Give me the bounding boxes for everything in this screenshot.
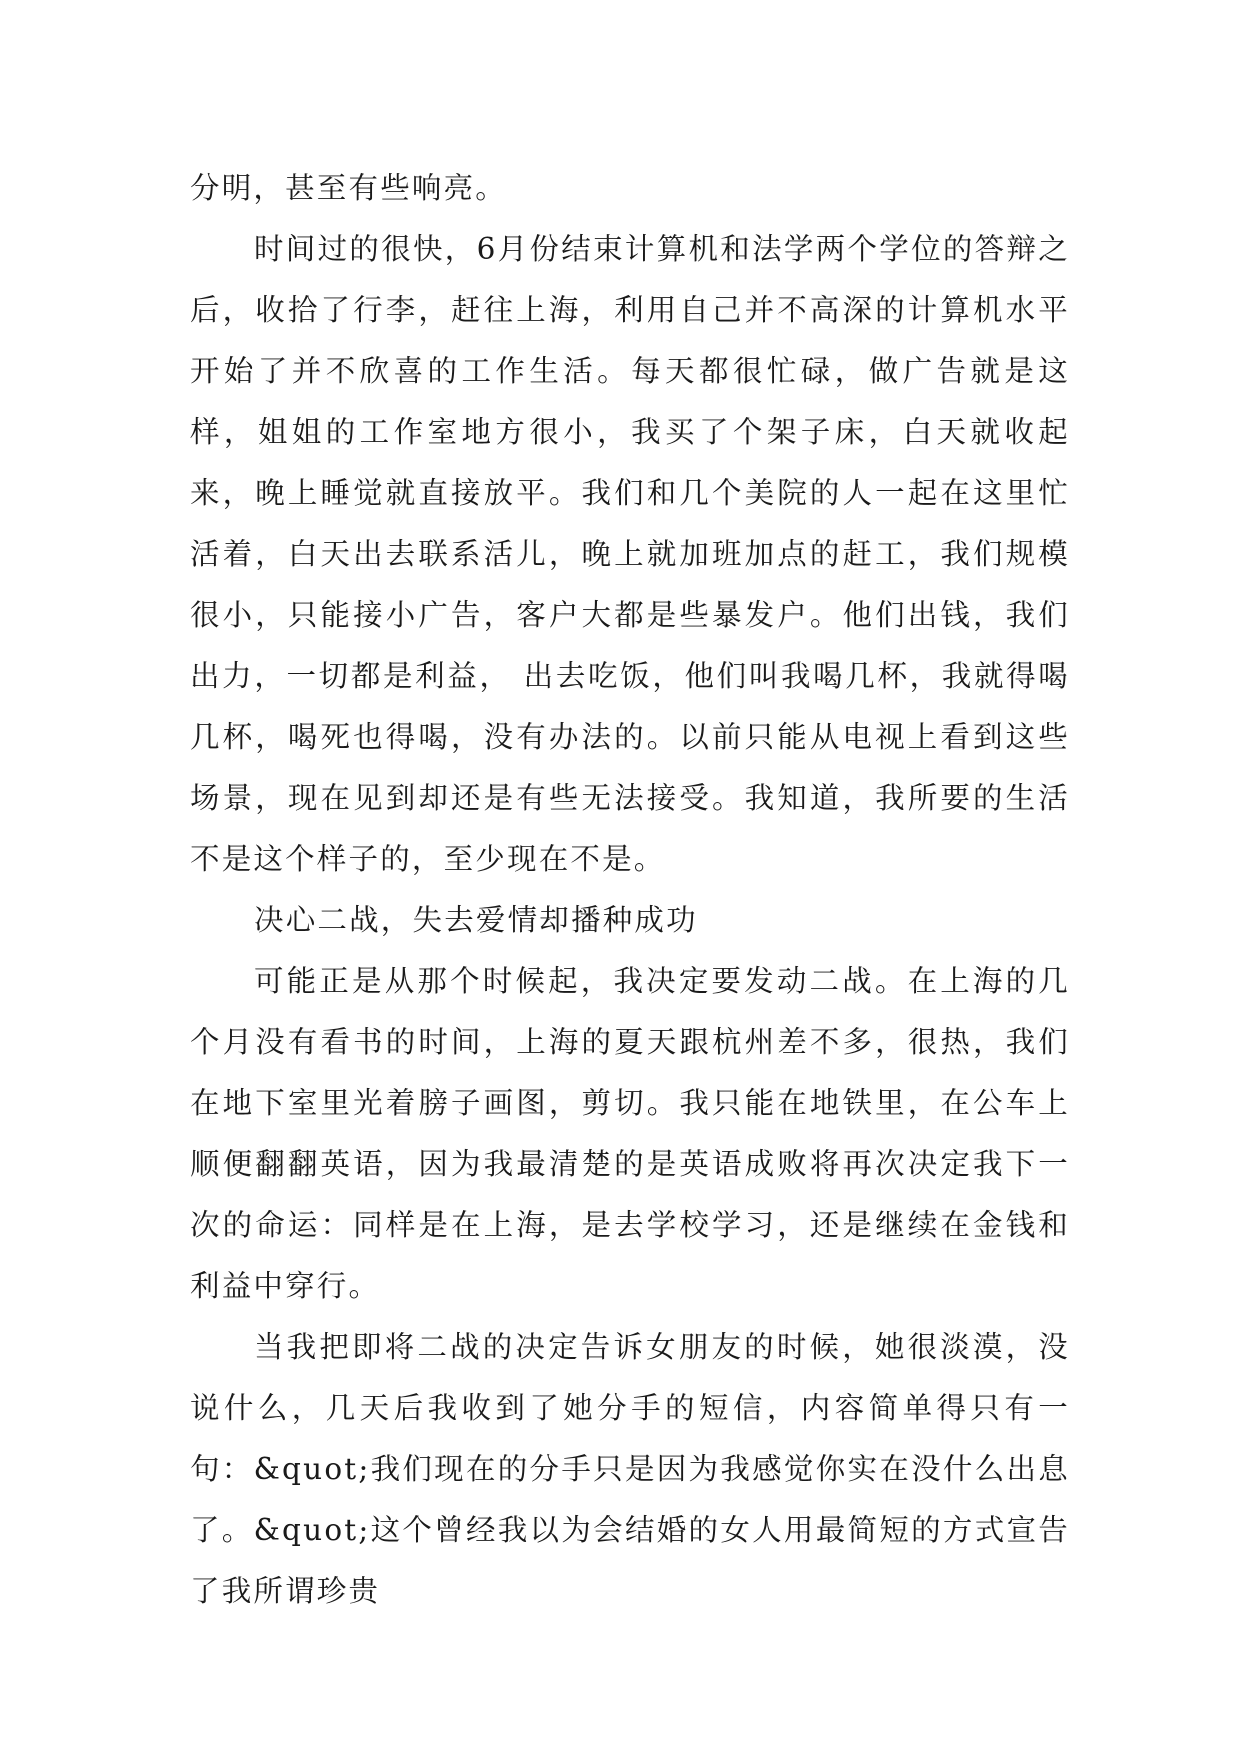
paragraph-2: 时间过的很快，6月份结束计算机和法学两个学位的答辩之后，收拾了行李，赶往上海，利用自己并不高深的计算机水平开始了并不欣喜的工作生活。每天都很忙碌，做广告就是这样，姐姐的工作室地方很小，我买了个架子床，白天就收起来，晚上睡觉就直接放平。我们和几个美院的人一起在这里忙活着，白天出去联系活儿，晚上就加班加点的赶工，我们规模很小，只能接小广告，客户大都是些暴发户。他们出钱，我们出力，一切都是利益， 出去吃饭，他们叫我喝几杯，我就得喝几杯，喝死也得喝，没有办法的。以前只能从电视上看到这些场景，现在见到却还是有些无法接受。我知道，我所要的生活不是这个样子的，至少现在不是。 (190, 232, 1070, 876)
paragraph-3: 可能正是从那个时候起，我决定要发动二战。在上海的几个月没有看书的时间，上海的夏天跟杭州差不多，很热，我们在地下室里光着膀子画图，剪切。我只能在地铁里，在公车上顺便翻翻英语，因为我最清楚的是英语成败将再次决定我下一次的命运：同样是在上海，是去学校学习，还是继续在金钱和利益中穿行。 (190, 964, 1070, 1303)
paragraph-4: 当我把即将二战的决定告诉女朋友的时候，她很淡漠，没说什么，几天后我收到了她分手的短信，内容简单得只有一句：&quot;我们现在的分手只是因为我感觉你实在没什么出息了。&quot;这个曾经我以为会结婚的女人用最简短的方式宣告了我所谓珍贵 (190, 1330, 1070, 1608)
body-text (190, 158, 1070, 1622)
section-heading: 决心二战，失去爱情却播种成功 (254, 903, 698, 937)
paragraph-1: 分明，甚至有些响亮。 (190, 171, 508, 205)
